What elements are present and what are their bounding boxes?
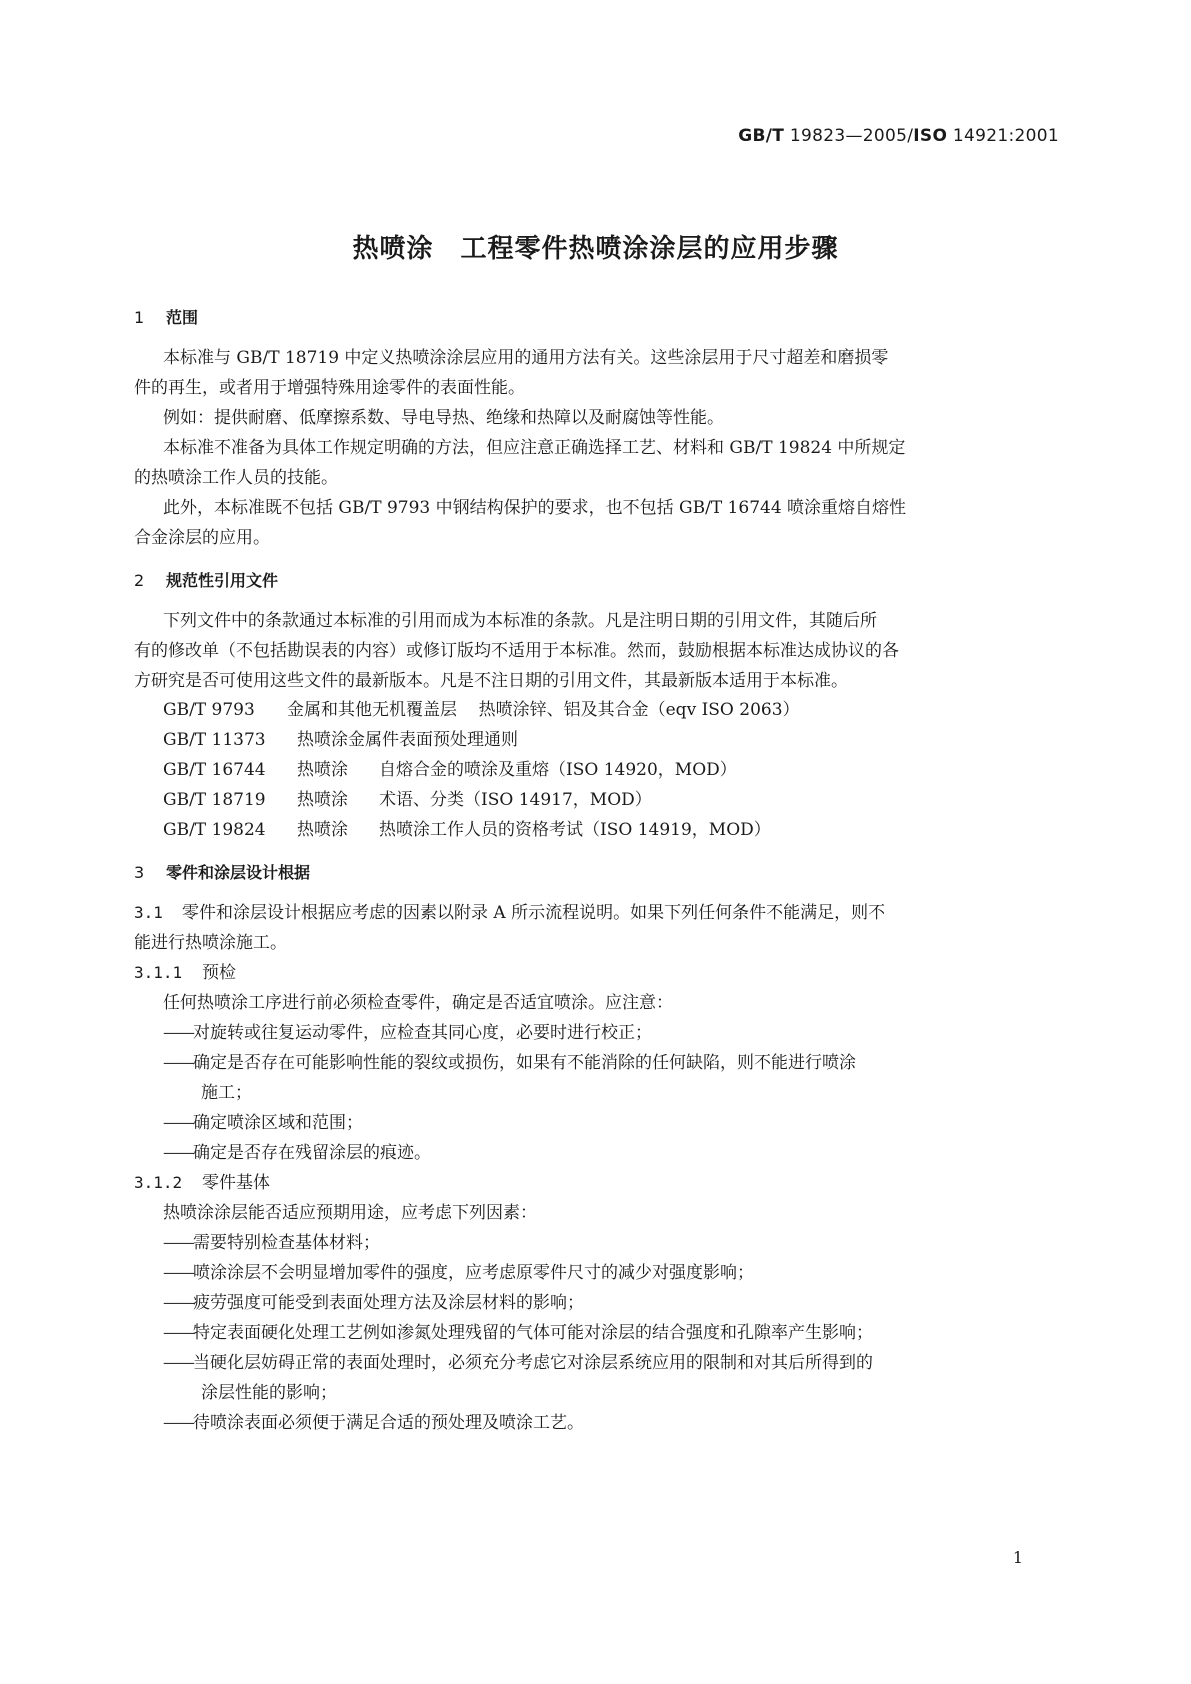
reference-code: GB/T 16744 [163, 760, 266, 780]
section-title: 零件和涂层设计根据 [166, 863, 311, 882]
reference-title: 热喷涂金属件表面预处理通则 [297, 730, 518, 750]
paragraph-line: 例如：提供耐磨、低摩擦系数、导电导热、绝缘和热障以及耐腐蚀等性能。 [163, 408, 724, 428]
list-item [163, 1053, 856, 1073]
list-item-text: 对旋转或往复运动零件，应检查其同心度，必要时进行校正； [193, 1023, 652, 1043]
section-title: 规范性引用文件 [166, 571, 279, 590]
dash-marker: —— [163, 1413, 193, 1433]
paragraph-line: 此外，本标准既不包括 GB/T 9793 中钢结构保护的要求，也不包括 GB/T 16744 喷涂重熔自熔性 [163, 498, 907, 518]
paragraph-line: 本标准与 GB/T 18719 中定义热喷涂涂层应用的通用方法有关。这些涂层用于尺寸超差和磨损零 [163, 348, 889, 368]
dash-marker: —— [163, 1233, 193, 1253]
clause-3-1-1 [134, 963, 236, 983]
list-item [163, 1323, 873, 1343]
paragraph-line: 热喷涂涂层能否适应预期用途，应考虑下列因素： [163, 1203, 537, 1223]
list-item [163, 1413, 584, 1433]
paragraph-line: 任何热喷涂工序进行前必须检查零件，确定是否适宜喷涂。应注意： [163, 993, 673, 1013]
code-iso: ISO [913, 126, 948, 146]
reference-subtitle: 术语、分类（ISO 14917，MOD） [379, 790, 652, 810]
clause-3-1-2 [134, 1173, 270, 1193]
standard-code [738, 126, 1059, 146]
reference-title: 热喷涂 [297, 790, 348, 810]
reference-code: GB/T 19824 [163, 820, 266, 840]
reference-code: GB/T 11373 [163, 730, 266, 750]
section-number: 3 [134, 863, 145, 882]
clause-number: 3.1.1 [134, 963, 183, 982]
clause-number: 3.1.2 [134, 1173, 183, 1192]
dash-marker: —— [163, 1023, 193, 1043]
section-number: 1 [134, 308, 145, 327]
dash-marker: —— [163, 1113, 193, 1133]
list-item-text: 特定表面硬化处理工艺例如渗氮处理残留的气体可能对涂层的结合强度和孔隙率产生影响； [193, 1323, 873, 1343]
clause-text: 零件和涂层设计根据应考虑的因素以附录 A 所示流程说明。如果下列任何条件不能满足，则不 [182, 903, 886, 923]
list-item-text: 确定喷涂区域和范围； [193, 1113, 363, 1133]
section-1-heading [134, 305, 198, 328]
code-gbt-number: 19823—2005/ [789, 126, 914, 146]
clause-number: 3.1 [134, 903, 163, 922]
reference-subtitle: 自熔合金的喷涂及重熔（ISO 14920，MOD） [379, 760, 737, 780]
reference-item [163, 700, 800, 720]
list-item-text: 确定是否存在残留涂层的痕迹。 [193, 1143, 431, 1163]
paragraph-line: 的热喷涂工作人员的技能。 [134, 468, 338, 488]
reference-title: 金属和其他无机覆盖层 [287, 700, 457, 720]
paragraph-line: 方研究是否可使用这些文件的最新版本。凡是不注日期的引用文件，其最新版本适用于本标准。 [134, 671, 848, 691]
section-number: 2 [134, 571, 145, 590]
list-item [163, 1293, 584, 1313]
reference-item [163, 760, 737, 780]
reference-item [163, 820, 771, 840]
section-3-heading [134, 860, 310, 883]
list-item [163, 1023, 652, 1043]
list-item-text: 当硬化层妨碍正常的表面处理时，必须充分考虑它对涂层系统应用的限制和对其后所得到的 [193, 1353, 873, 1373]
reference-title: 热喷涂 [297, 820, 348, 840]
list-item [163, 1143, 431, 1163]
list-item-continuation: 涂层性能的影响； [201, 1383, 337, 1403]
document-title: 热喷涂 工程零件热喷涂涂层的应用步骤 [352, 234, 839, 264]
paragraph-line: 本标准不准备为具体工作规定明确的方法，但应注意正确选择工艺、材料和 GB/T 19824 中所规定 [163, 438, 906, 458]
list-item [163, 1263, 754, 1283]
list-item-text: 待喷涂表面必须便于满足合适的预处理及喷涂工艺。 [193, 1413, 584, 1433]
reference-subtitle: 热喷涂工作人员的资格考试（ISO 14919，MOD） [379, 820, 771, 840]
reference-item [163, 790, 652, 810]
reference-code: GB/T 9793 [163, 700, 255, 720]
list-item-text: 喷涂涂层不会明显增加零件的强度，应考虑原零件尺寸的减少对强度影响； [193, 1263, 754, 1283]
paragraph-line: 能进行热喷涂施工。 [134, 933, 287, 953]
dash-marker: —— [163, 1263, 193, 1283]
dash-marker: —— [163, 1353, 193, 1373]
clause-title: 零件基体 [202, 1173, 270, 1193]
section-title: 范围 [166, 308, 199, 327]
paragraph-line: 下列文件中的条款通过本标准的引用而成为本标准的条款。凡是注明日期的引用文件，其随后所 [163, 611, 877, 631]
dash-marker: —— [163, 1323, 193, 1343]
paragraph-line: 件的再生，或者用于增强特殊用途零件的表面性能。 [134, 378, 525, 398]
list-item [163, 1233, 380, 1253]
list-item-continuation: 施工； [201, 1083, 252, 1103]
list-item-text: 疲劳强度可能受到表面处理方法及涂层材料的影响； [193, 1293, 584, 1313]
paragraph-line: 有的修改单（不包括勘误表的内容）或修订版均不适用于本标准。然而，鼓励根据本标准达成协议的各 [134, 641, 899, 661]
reference-code: GB/T 18719 [163, 790, 266, 810]
clause-title: 预检 [202, 963, 236, 983]
page-number: 1 [1012, 1548, 1023, 1567]
dash-marker: —— [163, 1053, 193, 1073]
paragraph-line: 合金涂层的应用。 [134, 528, 270, 548]
reference-title: 热喷涂 [297, 760, 348, 780]
code-iso-number: 14921:2001 [952, 126, 1059, 146]
clause-3-1 [134, 903, 885, 923]
reference-item [163, 730, 518, 750]
list-item-text: 需要特别检查基体材料； [193, 1233, 380, 1253]
list-item-text: 确定是否存在可能影响性能的裂纹或损伤，如果有不能消除的任何缺陷，则不能进行喷涂 [193, 1053, 856, 1073]
list-item [163, 1113, 363, 1133]
dash-marker: —— [163, 1293, 193, 1313]
code-gbt: GB/T [738, 126, 785, 146]
dash-marker: —— [163, 1143, 193, 1163]
section-2-heading [134, 568, 278, 591]
list-item [163, 1353, 873, 1373]
reference-subtitle: 热喷涂锌、铝及其合金（eqv ISO 2063） [478, 700, 800, 720]
